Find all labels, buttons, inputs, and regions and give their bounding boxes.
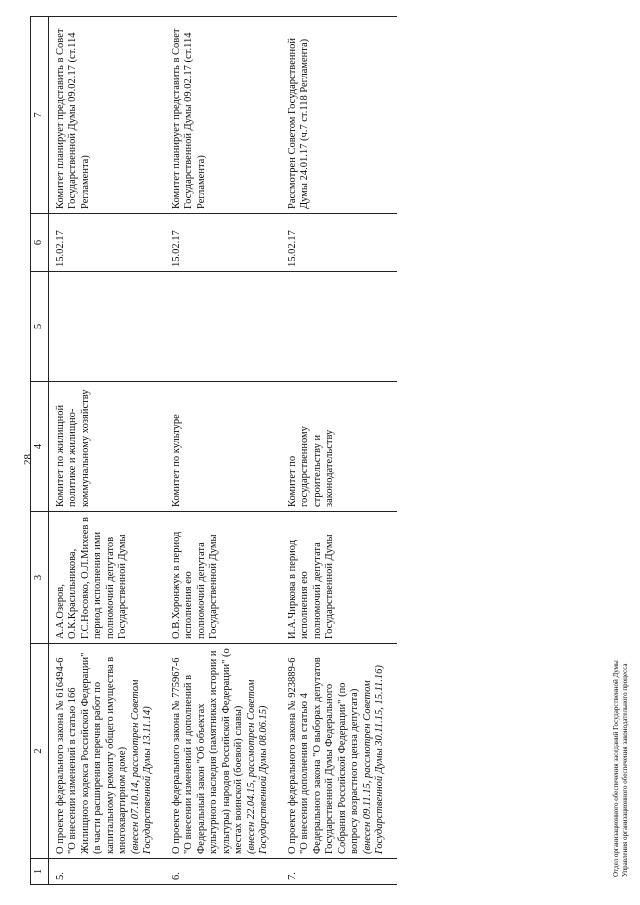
bill-cell: [281, 644, 397, 859]
column-number: 2: [31, 644, 49, 859]
bill-cell: [165, 644, 281, 859]
bill-title: О проекте федерального закона № 923889-6 "О внесении дополнения в статью 4 Федерального закона "О выборах депутатов Государственной Думы Федерального Собрания Российской Федерации" (по вопросу возрастного ценза депутата): [286, 657, 360, 854]
authors-cell: О.В.Хоронжук в период исполнения ею полномочий депутата Государственной Думы: [165, 512, 281, 644]
committee-cell: Комитет по культуре: [165, 382, 281, 512]
authors-cell: И.А.Чиркова в период исполнения ею полномочий депутата Государственной Думы: [281, 512, 397, 644]
empty-cell: [281, 272, 397, 382]
bill-note: (внесен 09.11.15, рассмотрен Советом Государственной Думы 30.11.15, 15.11.16): [361, 665, 385, 854]
footer-line: Управления организационного обеспечения законодательного процесса: [621, 663, 629, 877]
empty-cell: [48, 272, 165, 382]
committee-cell: Комитет по жилищной политике и жилищно-коммунальному хозяйству: [48, 382, 165, 512]
authors-cell: А.А.Озеров, О.К.Красильникова, Г.С.Носовко, О.Л.Михеев в период исполнения ими полномочий депутатов Государственной Думы: [48, 512, 165, 644]
bills-table: [30, 16, 397, 885]
status-cell: Рассмотрен Советом Государственной Думы 24.01.17 (ч.7 ст.118 Регламента): [281, 17, 397, 214]
status-cell: Комитет планирует представить в Совет Государственной Думы 09.02.17 (ст.114 Регламента): [165, 17, 281, 214]
footer: [612, 660, 630, 877]
row-number: 5.: [48, 859, 165, 885]
date-cell: 15.02.17: [281, 214, 397, 272]
status-cell: Комитет планирует представить в Совет Государственной Думы 09.02.17 (ст.114 Регламента): [48, 17, 165, 214]
column-number: 4: [31, 382, 49, 512]
column-number: 6: [31, 214, 49, 272]
page-number: 28: [22, 454, 34, 465]
bill-note: (внесен 22.04.15, рассмотрен Советом Государственной Думы 08.06.15): [245, 679, 269, 854]
column-number: 1: [31, 859, 49, 885]
empty-cell: [165, 272, 281, 382]
table-row: [165, 17, 281, 885]
table-row: [281, 17, 397, 885]
column-number-row: [31, 17, 49, 885]
date-cell: 15.02.17: [48, 214, 165, 272]
committee-cell: Комитет по государственному строительству и законодательству: [281, 382, 397, 512]
bill-title: О проекте федерального закона № 616494-6 "О внесении изменений в статью 166 Жилищного кодекса Российской Федерации" (в части расширения перечня работ по капитальному ремонту общего имущества в многоквартирном доме): [54, 652, 128, 854]
bill-note: (внесен 07.10.14, рассмотрен Советом Государственной Думы 13.11.14): [129, 679, 153, 854]
row-number: 6.: [165, 859, 281, 885]
column-number: 7: [31, 17, 49, 214]
date-cell: 15.02.17: [165, 214, 281, 272]
row-number: 7.: [281, 859, 397, 885]
footer-line: Отдел организационного обеспечения заседаний Государственной Думы: [612, 660, 620, 877]
column-number: 3: [31, 512, 49, 644]
table-row: [48, 17, 165, 885]
column-number: 5: [31, 272, 49, 382]
bill-title: О проекте федерального закона № 775967-6 "О внесении изменений и дополнений в Федеральный закон "Об объектах культурного наследия (памятниках истории и культуры) народов Российской Федерации" (о местах воинской (боевой) славы): [170, 648, 244, 854]
bill-cell: [48, 644, 165, 859]
